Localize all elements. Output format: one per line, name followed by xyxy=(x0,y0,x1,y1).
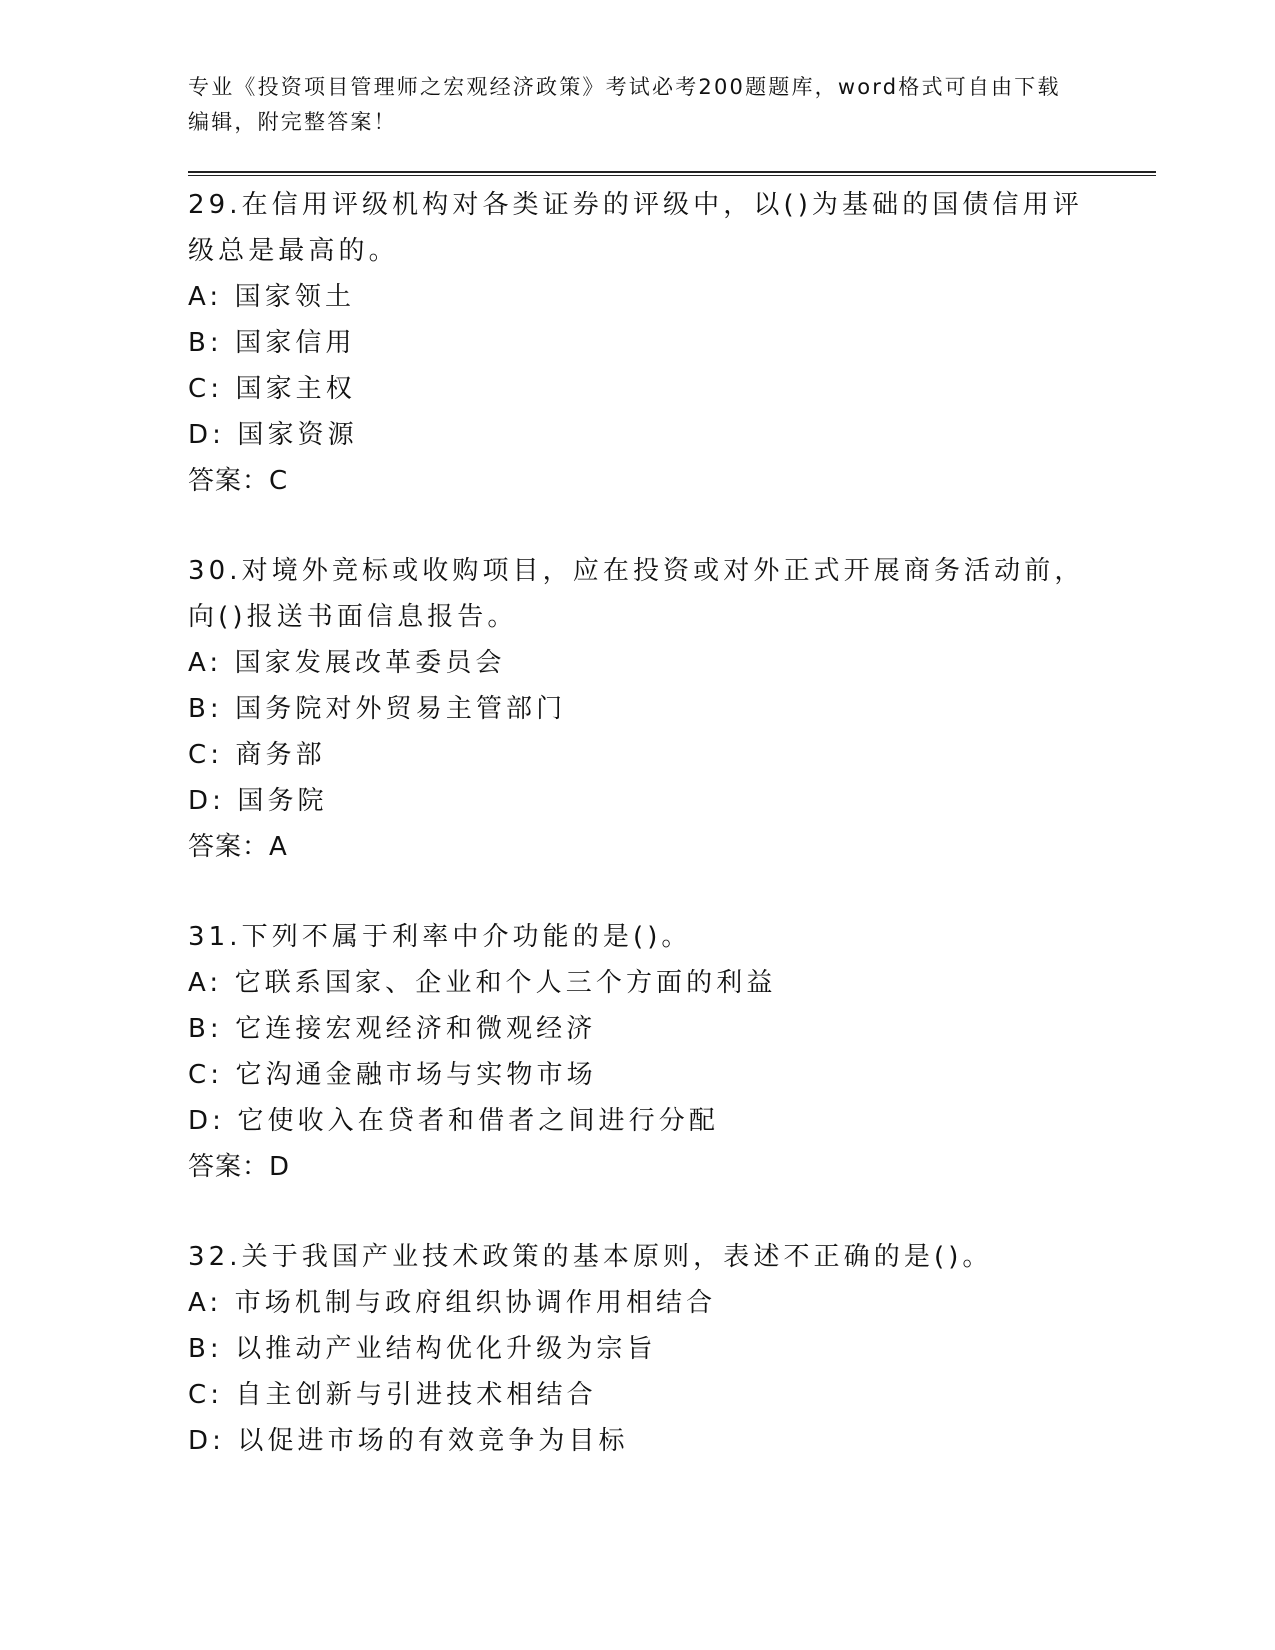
option-b: B: 国务院对外贸易主管部门 xyxy=(188,694,567,724)
question-text: 32.关于我国产业技术政策的基本原则，表述不正确的是()。 xyxy=(188,1242,993,1272)
question-30 xyxy=(188,548,1158,870)
option-b: B: 国家信用 xyxy=(188,328,356,358)
answer-line: 答案：A xyxy=(188,832,288,862)
option-d: D: 它使收入在贷者和借者之间进行分配 xyxy=(188,1106,719,1136)
answer-line: 答案：D xyxy=(188,1152,291,1182)
option-b: B: 以推动产业结构优化升级为宗旨 xyxy=(188,1334,657,1364)
option-d: D: 国家资源 xyxy=(188,420,358,450)
option-c: C: 它沟通金融市场与实物市场 xyxy=(188,1060,597,1090)
header-divider xyxy=(188,171,1156,176)
question-31 xyxy=(188,914,1158,1190)
option-a: A: 市场机制与政府组织协调作用相结合 xyxy=(188,1288,717,1318)
option-a: A: 国家发展改革委员会 xyxy=(188,648,506,678)
option-d: D: 以促进市场的有效竞争为目标 xyxy=(188,1426,629,1456)
question-32 xyxy=(188,1234,1158,1464)
answer-line: 答案：C xyxy=(188,466,289,496)
option-b: B: 它连接宏观经济和微观经济 xyxy=(188,1014,597,1044)
question-text: 30.对境外竞标或收购项目，应在投资或对外正式开展商务活动前，向()报送书面信息报告。 xyxy=(188,556,1085,632)
option-a: A: 它联系国家、企业和个人三个方面的利益 xyxy=(188,968,777,998)
option-c: C: 国家主权 xyxy=(188,374,356,404)
question-29 xyxy=(188,182,1158,504)
question-text: 29.在信用评级机构对各类证券的评级中，以()为基础的国债信用评级总是最高的。 xyxy=(188,190,1083,266)
option-d: D: 国务院 xyxy=(188,786,328,816)
option-a: A: 国家领土 xyxy=(188,282,356,312)
document-header: 专业《投资项目管理师之宏观经济政策》考试必考200题题库，word格式可自由下载编辑，附完整答案！ xyxy=(188,75,1061,134)
document-page xyxy=(188,70,1158,1508)
question-list xyxy=(188,182,1158,1464)
question-text: 31.下列不属于利率中介功能的是()。 xyxy=(188,922,692,952)
option-c: C: 商务部 xyxy=(188,740,326,770)
option-c: C: 自主创新与引进技术相结合 xyxy=(188,1380,597,1410)
